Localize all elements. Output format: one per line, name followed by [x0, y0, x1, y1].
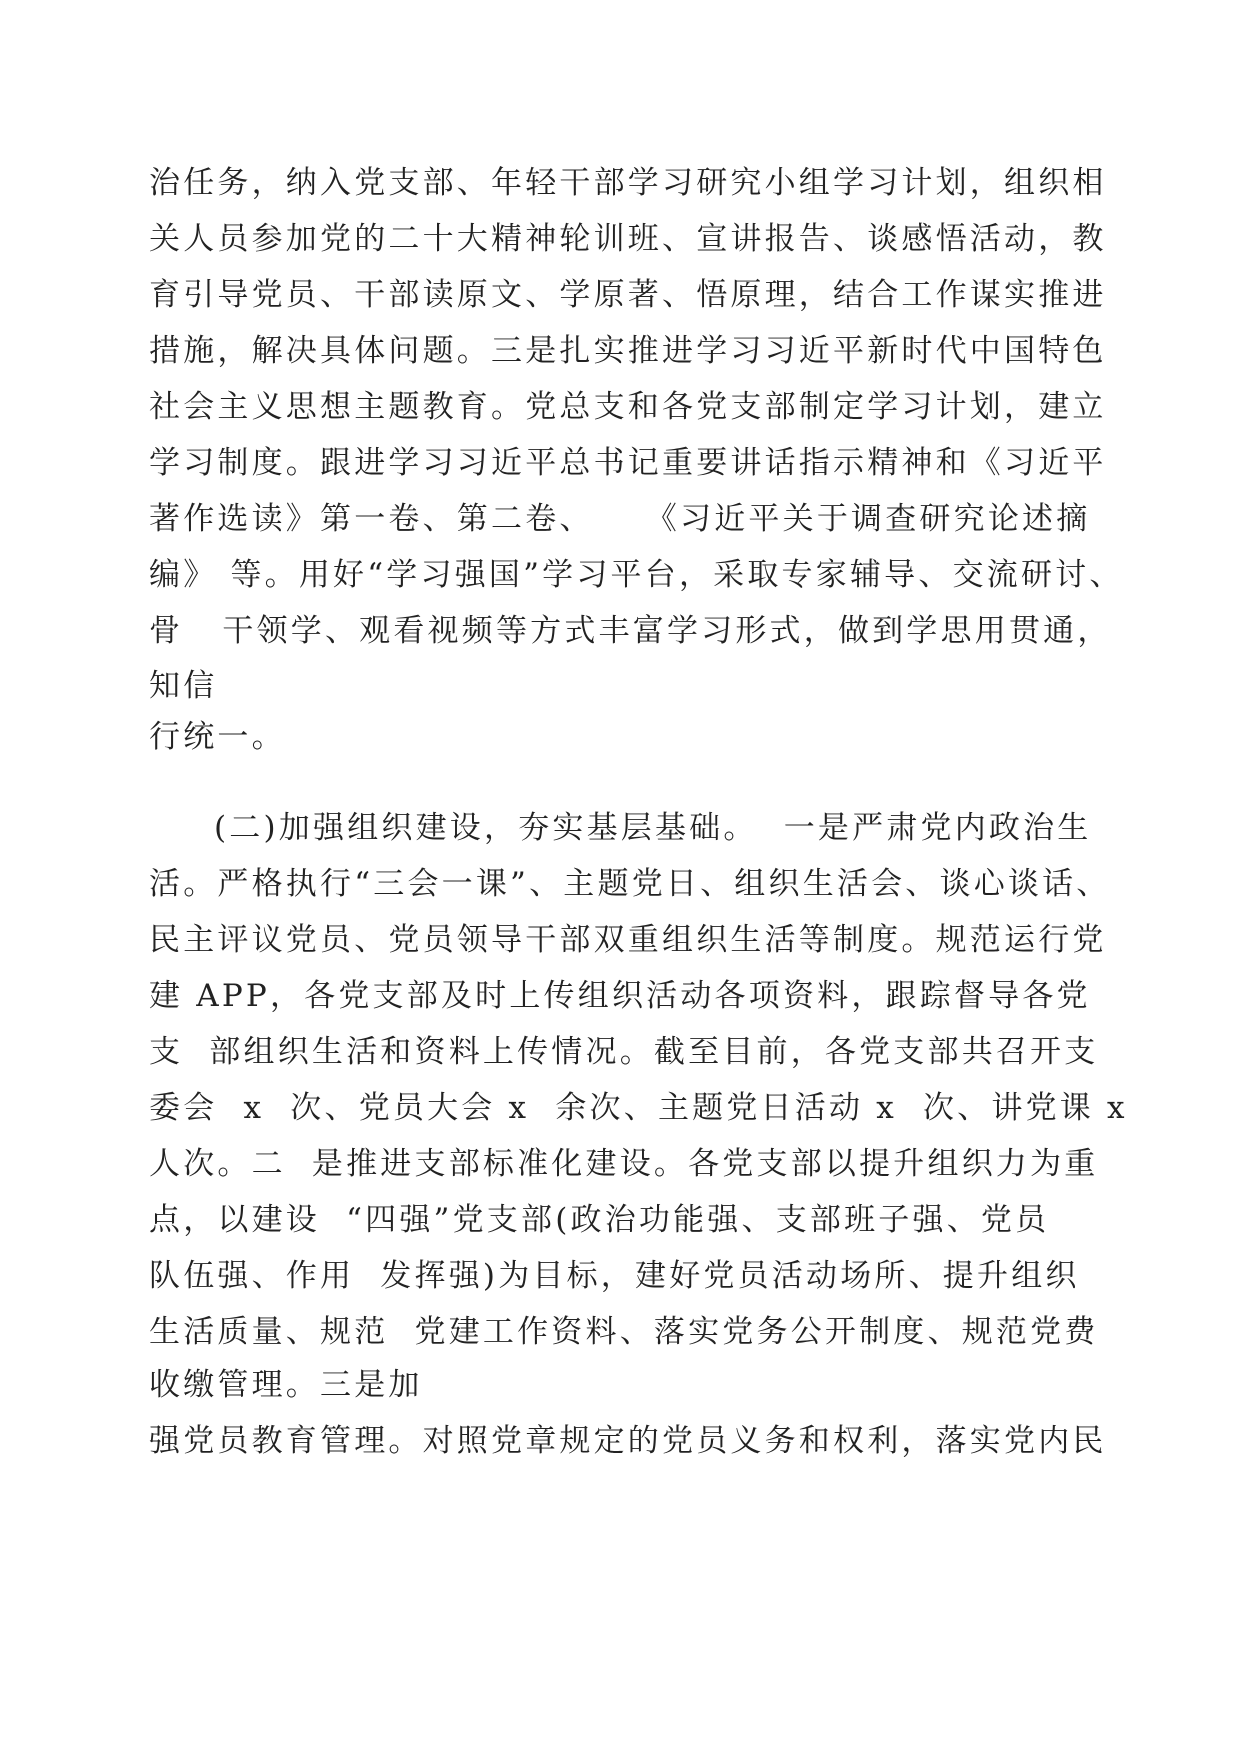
- text-line: 人次。二 是推进支部标准化建设。各党支部以提升组织力为重: [149, 1146, 1099, 1182]
- section-heading-line: (二)加强组织建设，夯实基层基础。 一是严肃党内政治生: [214, 810, 1092, 846]
- text-line: 措施，解决具体问题。三是扎实推进学习习近平新时代中国特色: [149, 333, 1107, 369]
- text-line: 育引导党员、干部读原文、学原著、悟原理，结合工作谋实推进: [149, 277, 1107, 313]
- text-line: 编》 等。用好“学习强国”学习平台，采取专家辅导、交流研讨、: [149, 557, 1124, 593]
- text-line: 收缴管理。三是加: [149, 1367, 423, 1403]
- text-line: 支 部组织生活和资料上传情况。截至目前，各党支部共召开支: [149, 1034, 1099, 1070]
- text-line: 骨 干领学、观看视频等方式丰富学习形式，做到学思用贯通，: [149, 613, 1112, 649]
- text-line: 治任务，纳入党支部、年轻干部学习研究小组学习计划，组织相: [149, 165, 1107, 201]
- text-line: 著作选读》第一卷、第二卷、 《习近平关于调查研究论述摘: [149, 501, 1091, 537]
- text-line: 队伍强、作用 发挥强)为目标，建好党员活动场所、提升组织: [149, 1258, 1080, 1294]
- text-line: 学习制度。跟进学习习近平总书记重要讲话指示精神和《习近平: [149, 445, 1107, 481]
- text-line: 知信: [149, 668, 218, 704]
- text-line: 社会主义思想主题教育。党总支和各党支部制定学习计划，建立: [149, 389, 1107, 425]
- text-line: 活。严格执行“三会一课”、主题党日、组织生活会、谈心谈话、: [149, 866, 1111, 902]
- text-line: 关人员参加党的二十大精神轮训班、宣讲报告、谈感悟活动，教: [149, 221, 1107, 257]
- text-line: 建 APP，各党支部及时上传组织活动各项资料，跟踪督导各党: [149, 978, 1091, 1014]
- text-line: 委会 x 次、党员大会 x 余次、主题党日活动 x 次、讲党课 x: [149, 1090, 1128, 1126]
- text-line: 行统一。: [149, 719, 286, 755]
- text-line: 强党员教育管理。对照党章规定的党员义务和权利，落实党内民: [149, 1423, 1107, 1459]
- text-line: 民主评议党员、党员领导干部双重组织生活等制度。规范运行党: [149, 922, 1107, 958]
- text-line: 点，以建设 “四强”党支部(政治功能强、支部班子强、党员: [149, 1202, 1050, 1238]
- text-line: 生活质量、规范 党建工作资料、落实党务公开制度、规范党费: [149, 1314, 1099, 1350]
